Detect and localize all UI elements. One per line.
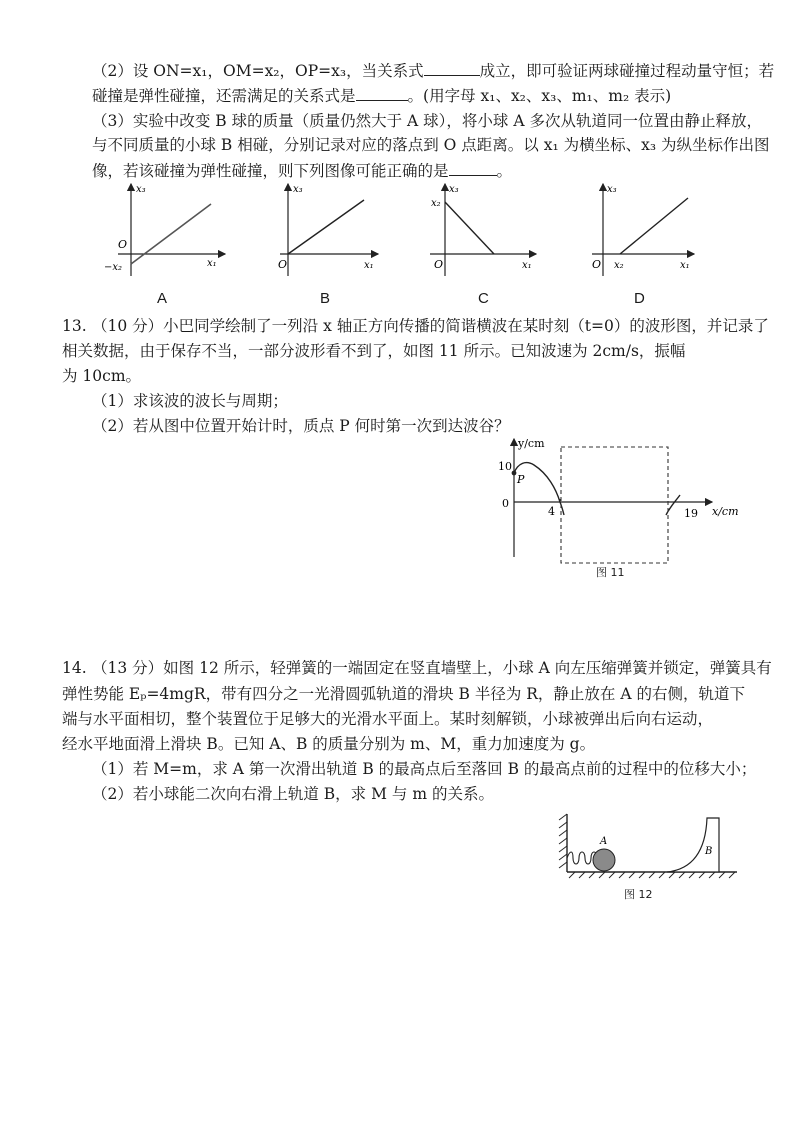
x-axis-label: x₁: [522, 260, 532, 271]
q12-part3-text: 像，若该碰撞为弹性碰撞，则下列图像可能正确的是: [92, 162, 449, 180]
y-axis-label: y/cm: [518, 437, 545, 450]
option-d-label[interactable]: D: [634, 290, 645, 307]
y-axis-label: x₃: [607, 184, 617, 195]
q13-sub2: （2）若从图中位置开始计时，质点 P 何时第一次到达波谷？: [92, 417, 510, 435]
q13-line2: 相关数据，由于保存不当，一部分波形看不到了，如图 11 所示。已知波速为 2cm/s，振幅: [62, 342, 686, 360]
y-axis-label: x₃: [136, 184, 146, 195]
q12-part3-end: 。: [496, 162, 513, 180]
x-axis-label: x₁: [207, 258, 217, 269]
tick-10-label: 10: [498, 460, 512, 473]
option-b-label[interactable]: B: [320, 290, 331, 307]
point-p-label: P: [517, 473, 525, 486]
q14-line2: 弹性势能 Eₚ=4mgR，带有四分之一光滑圆弧轨道的滑块 B 半径为 R，静止放在 A 的右侧，轨道下: [62, 685, 745, 703]
wall-hatching: [559, 814, 567, 868]
block-b: [667, 818, 719, 872]
answer-blank[interactable]: [356, 85, 408, 101]
graph-line: [131, 204, 211, 264]
option-a-label[interactable]: A: [157, 290, 168, 307]
q13-line1: （10 分）小巴同学绘制了一列沿 x 轴正方向传播的简谐横波在某时刻（t=0）的波形图，并记录了: [92, 317, 769, 335]
wave-curve: [514, 463, 564, 515]
answer-blank[interactable]: [449, 160, 497, 176]
intercept-label: x₂: [431, 198, 441, 209]
tick-4-label: 4: [548, 505, 555, 518]
origin-label: O: [278, 258, 288, 271]
hidden-region-box: [561, 447, 668, 563]
label-b: B: [705, 846, 713, 857]
option-graphs: [0, 176, 800, 286]
q14-line1: （13 分）如图 12 所示，轻弹簧的一端固定在竖直墙壁上，小球 A 向左压缩弹簧并锁定，弹簧具有: [92, 659, 772, 677]
q12-part3-line2: 与不同质量的小球 B 相碰，分别记录对应的落点到 O 点距离。以 x₁ 为横坐标、x₃ 为纵坐标作出图: [92, 136, 770, 154]
x-axis-label: x₁: [680, 260, 690, 271]
figure-12: [555, 810, 745, 882]
q12-part2-text-c: 碰撞是弹性碰撞，还需满足的关系式是: [92, 87, 356, 105]
q13-number: 13.: [62, 317, 87, 335]
tick-19-label: 19: [684, 507, 698, 520]
option-d-graph[interactable]: [592, 184, 694, 276]
point-p: [512, 471, 517, 476]
q12-part2-line1: [92, 60, 774, 81]
intercept-label: x₂: [614, 260, 624, 271]
spring: [567, 852, 597, 864]
origin-label: O: [434, 258, 444, 271]
q12-part2-text-a: （2）设 ON=x₁，OM=x₂，OP=x₃，当关系式: [92, 62, 424, 80]
q14-sub1: （1）若 M=m，求 A 第一次滑出轨道 B 的最高点后至落回 B 的最高点前的过程中的位移大小；: [92, 760, 757, 778]
x-axis-label: x₁: [364, 260, 374, 271]
q13-line3: 为 10cm。: [62, 367, 142, 385]
q12-part3-line1: （3）实验中改变 B 球的质量（质量仍然大于 A 球），将小球 A 多次从轨道同一位置由静止释放，: [92, 112, 762, 130]
label-a: A: [600, 836, 608, 847]
graph-line: [620, 198, 688, 254]
q14-number: 14.: [62, 659, 87, 677]
y-axis-label: x₃: [449, 184, 459, 195]
q12-part2-text-b: 成立，即可验证两球碰撞过程动量守恒；若: [479, 62, 775, 80]
graph-line: [445, 202, 494, 254]
origin-label: O: [592, 258, 602, 271]
answer-blank[interactable]: [424, 60, 480, 76]
q12-part2-text-d: 。(用字母 x₁、x₂、x₃、m₁、m₂ 表示): [407, 87, 672, 105]
option-a-graph[interactable]: [104, 184, 225, 276]
q14-line4: 经水平地面滑上滑块 B。已知 A、B 的质量分别为 m、M，重力加速度为 g。: [62, 735, 596, 753]
q14-sub2: （2）若小球能二次向右滑上轨道 B，求 M 与 m 的关系。: [92, 785, 494, 803]
q12-part2-line2: [92, 85, 671, 106]
q13-sub1: （1）求该波的波长与周期；: [92, 392, 288, 410]
ground-hatching: [569, 872, 735, 878]
ball-a: [593, 849, 615, 871]
graph-line: [288, 200, 364, 254]
q14-line3: 端与水平面相切，整个装置位于足够大的光滑水平面上。某时刻解锁，小球被弹出后向右运动，: [62, 710, 714, 728]
option-b-graph[interactable]: [278, 184, 378, 276]
tick-0-label: 0: [502, 497, 509, 510]
option-c-label[interactable]: C: [478, 290, 489, 307]
y-axis-label: x₃: [293, 184, 303, 195]
option-c-graph[interactable]: [430, 184, 536, 276]
origin-label: O: [118, 238, 128, 251]
figure-12-caption: 图 12: [624, 888, 653, 901]
intercept-label: −x₂: [104, 262, 123, 273]
x-axis-label: x/cm: [712, 505, 739, 518]
figure-11-caption: 图 11: [596, 566, 625, 579]
figure-11: [490, 435, 739, 585]
